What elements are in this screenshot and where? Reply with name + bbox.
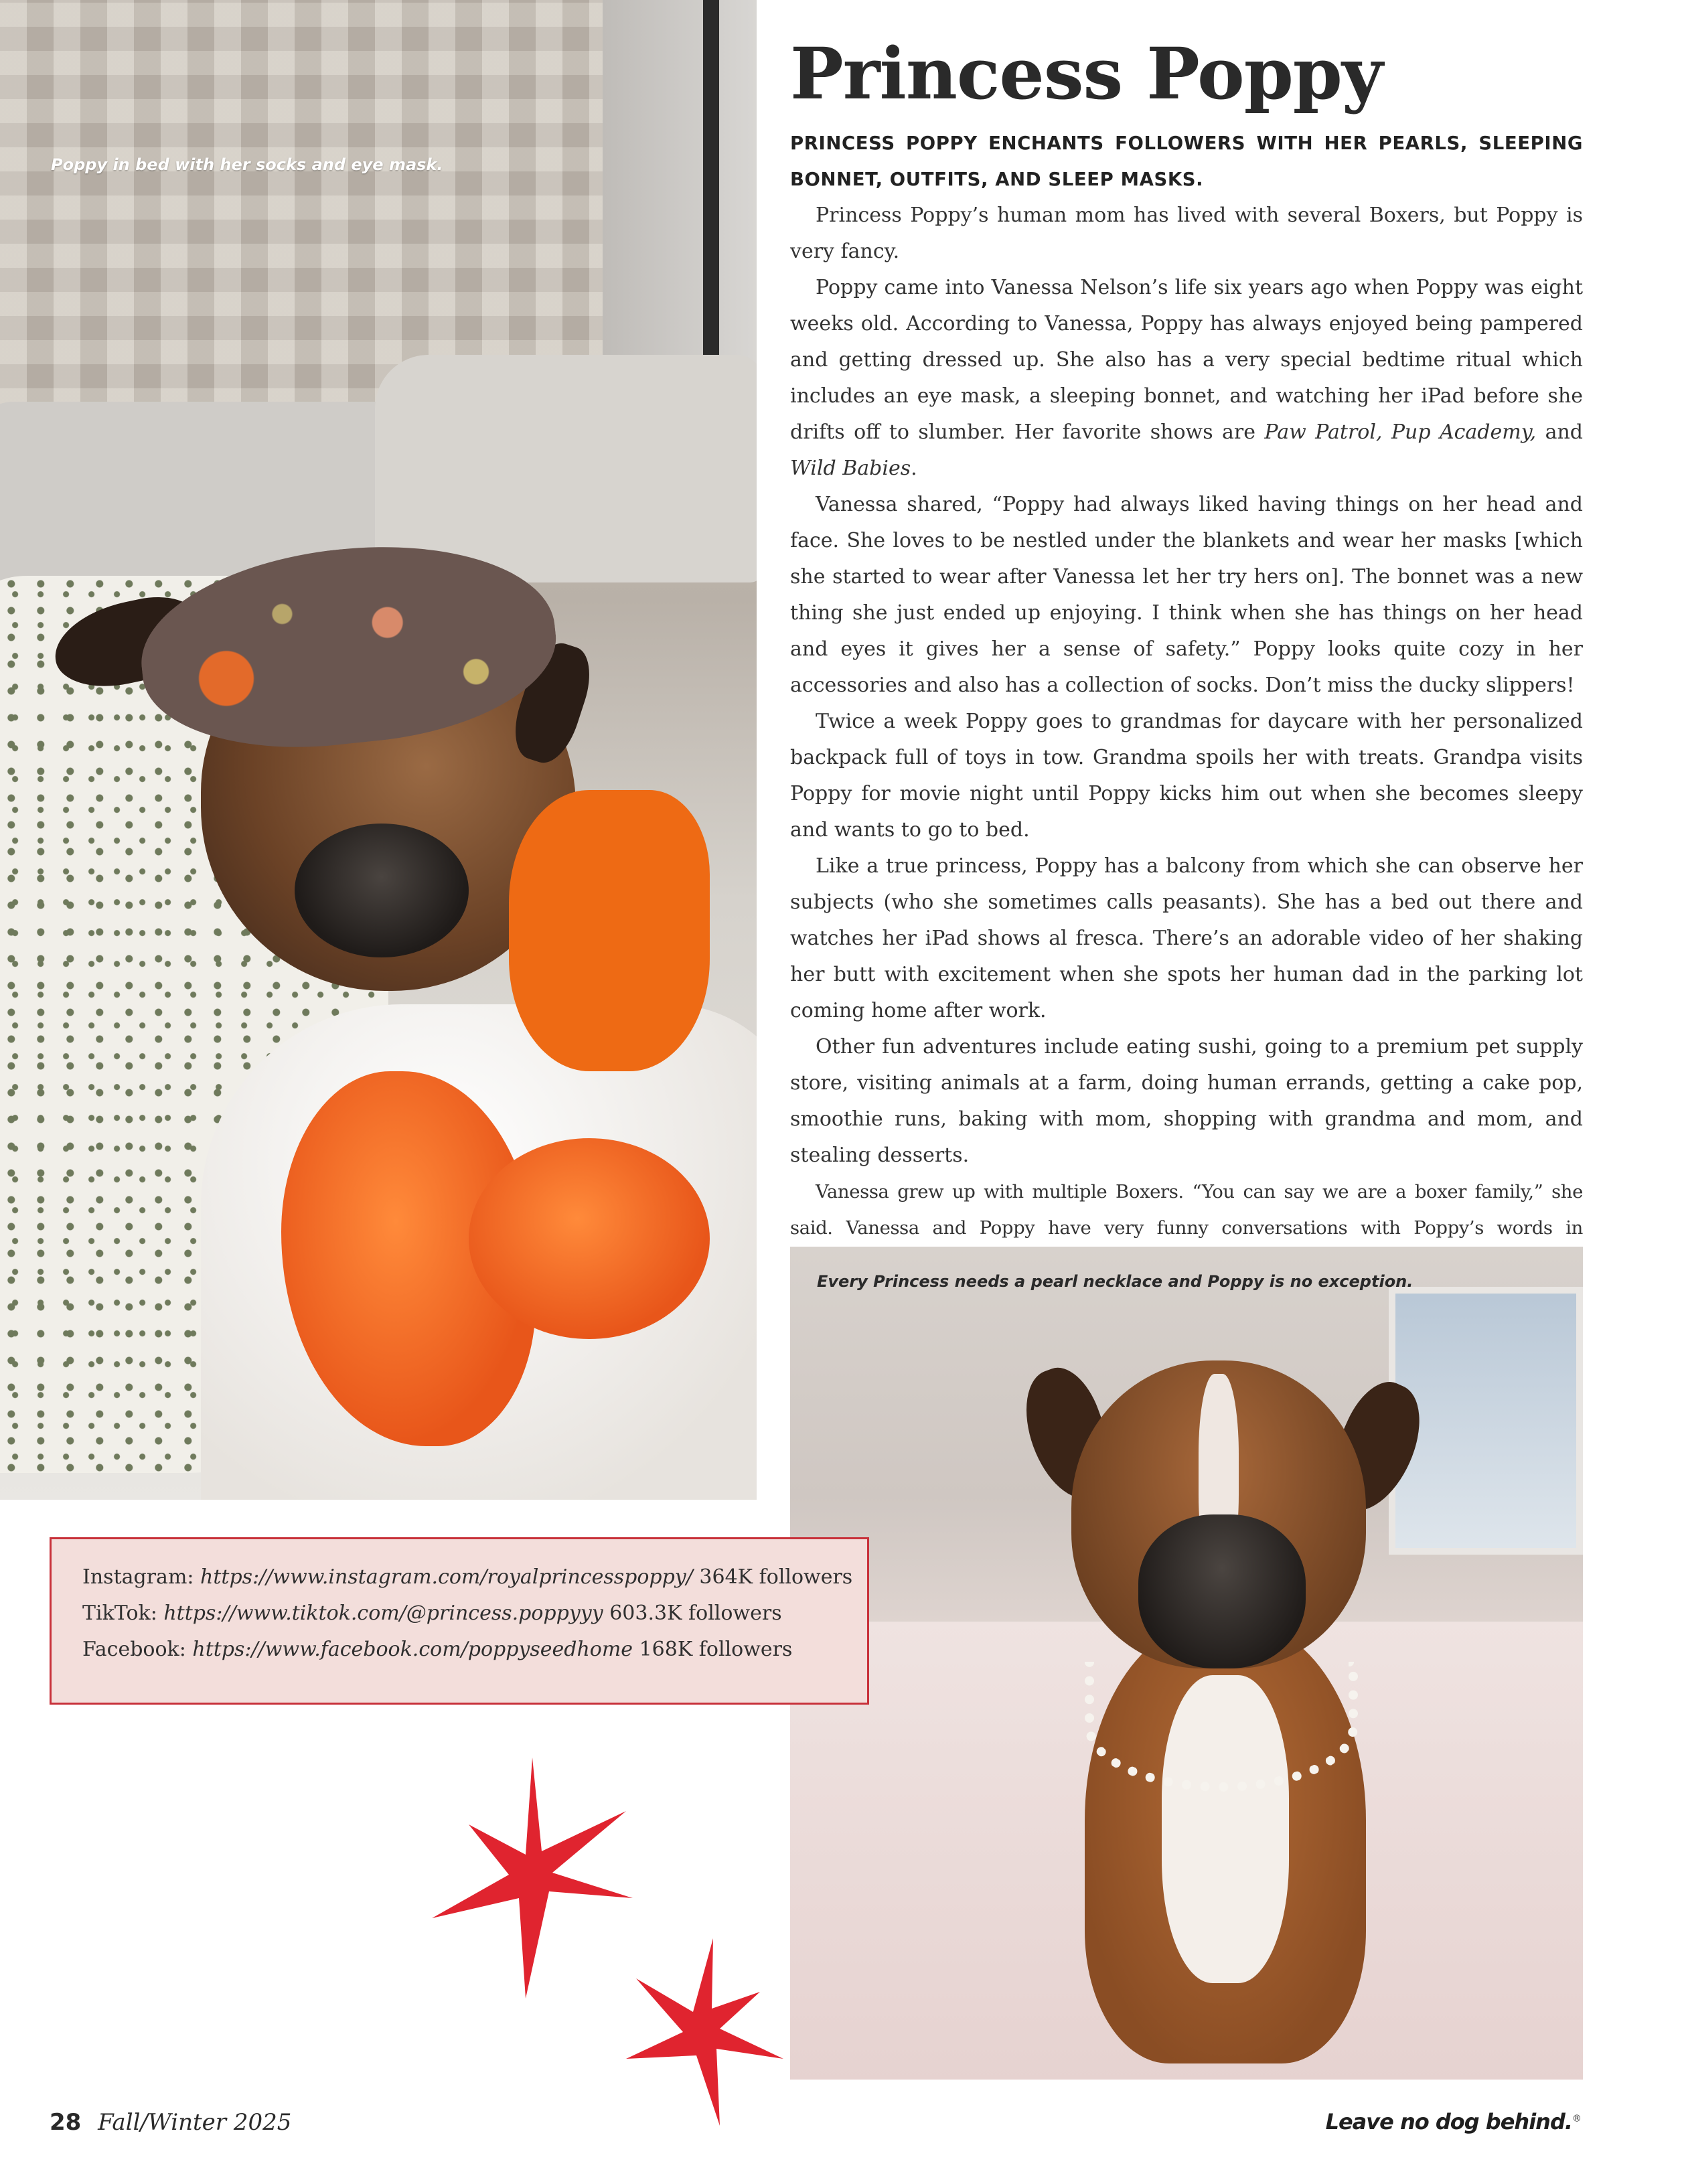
photo-caption-pearls: Every Princess needs a pearl necklace and Poppy is no exception. (817, 1272, 1413, 1291)
tiktok-label: TikTok: (82, 1602, 164, 1625)
photo-poppy-in-bed (0, 0, 757, 1500)
trademark-symbol: ® (1572, 2113, 1582, 2124)
paragraph: Twice a week Poppy goes to grandmas for daycare with her personalized backpack full of toys in tow. Grandma spoils her with treats. Grandpa visits Poppy for movie night until Poppy kicks him out when she becomes sleepy and wants to go to bed. (790, 709, 1583, 842)
paragraph: Vanessa shared, “Poppy had always liked having things on her head and face. She loves to be nestled under the blankets and wear her masks [which she started to wear after Vanessa let her try hers on]. The bonnet was a new thing she just ended up enjoying. I think when she has things on her head and eyes it gives her a sense of safety.” Poppy looks quite cozy in her accessories and also has a collection of socks. Don’t miss the ducky slippers! (790, 492, 1583, 697)
paragraph-text: . (911, 456, 917, 480)
show-title: Wild Babies (790, 456, 911, 480)
tiktok-link[interactable]: https://www.tiktok.com/@princess.poppyyy (163, 1602, 603, 1625)
show-titles: Paw Patrol, Pup Academy, (1264, 420, 1537, 444)
paragraph-text: Poppy came into Vanessa Nelson’s life six years ago when Poppy was eight weeks old. According to Vanessa, Poppy has always enjoyed being pampered and getting dressed up. She also has a very special bedtime ritual which includes an eye mask, a sleeping bonnet, and watching her iPad before she drifts off to slumber. Her favorite shows are (790, 275, 1583, 444)
issue-label: Fall/Winter 2025 (98, 2109, 292, 2136)
facebook-label: Facebook: (82, 1638, 193, 1661)
dog-muzzle (295, 824, 469, 957)
page-footer-left (50, 2109, 291, 2136)
photo-caption-bed: Poppy in bed with her socks and eye mask. (51, 155, 443, 174)
bed-post (703, 0, 719, 402)
instagram-line (82, 1559, 853, 1595)
orange-sock (469, 1138, 710, 1339)
tagline-text: Leave no dog behind. (1325, 2109, 1572, 2134)
facebook-followers: 168K followers (633, 1638, 793, 1661)
tiktok-followers: 603.3K followers (603, 1602, 782, 1625)
pearl-necklace (1085, 1662, 1358, 1792)
orange-shirt (509, 790, 710, 1071)
paragraph: Vanessa grew up with multiple Boxers. “You can say we are a boxer family,” she said. Vanessa and Poppy have very funny conversations with Poppy’s words in (790, 1180, 1583, 1239)
paragraph: Other fun adventures include eating sushi, going to a premium pet supply store, visiting animals at a farm, doing human errands, getting a cake pop, smoothie runs, baking with mom, shopping with grandma and mom, and stealing desserts. (790, 1034, 1583, 1167)
facebook-link[interactable]: https://www.facebook.com/poppyseedhome (192, 1638, 633, 1661)
back-pillow (375, 355, 757, 582)
paragraph-text: and (1536, 420, 1583, 444)
instagram-followers: 364K followers (692, 1565, 853, 1589)
tagline (1326, 2109, 1582, 2134)
photo-poppy-pearls (790, 1247, 1583, 2080)
sparkle-star-icon (616, 1935, 783, 2129)
dog-snout (1138, 1514, 1306, 1668)
instagram-label: Instagram: (82, 1565, 201, 1589)
page-number: 28 (50, 2109, 82, 2136)
facebook-line (82, 1632, 836, 1668)
tiktok-line (82, 1595, 836, 1632)
paragraph: Princess Poppy’s human mom has lived with several Boxers, but Poppy is very fancy. (790, 203, 1583, 263)
instagram-link[interactable]: https://www.instagram.com/royalprincesspoppy/ (200, 1565, 693, 1589)
sparkle-star-icon (429, 1754, 636, 2002)
paragraph (790, 270, 1583, 487)
article-title: Princess Poppy (790, 31, 1383, 115)
paragraph: Like a true princess, Poppy has a balcony from which she can observe her subjects (who she sometimes calls peasants). She has a bed out there and watches her iPad shows al fresca. There’s an adorable video of her shaking her butt with excitement when she spots her human dad in the parking lot coming home after work. (790, 854, 1583, 1022)
article-lede: PRINCESS POPPY ENCHANTS FOLLOWERS WITH HER PEARLS, SLEEPING BONNET, OUTFITS, AND SLEEP MASKS. (790, 132, 1583, 190)
social-links-box (50, 1537, 869, 1705)
article (790, 31, 1583, 1354)
